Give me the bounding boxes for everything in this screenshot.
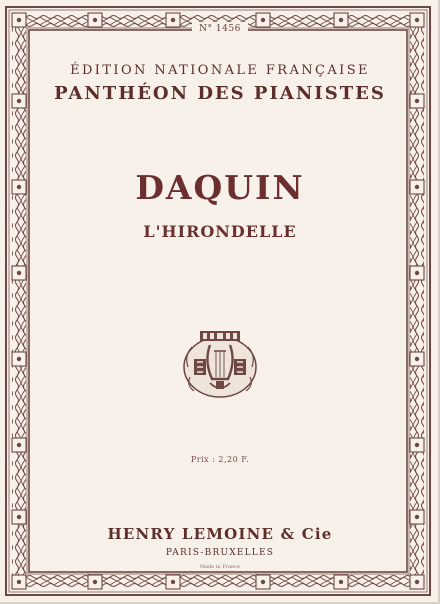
lyre-crest-icon — [180, 327, 260, 399]
price-label: Prix : 2,20 F. — [190, 455, 250, 464]
series-line-1: ÉDITION NATIONALE FRANÇAISE — [70, 63, 370, 78]
catalog-number: N° 1456 — [192, 22, 248, 37]
piece-title: L'HIRONDELLE — [143, 222, 297, 241]
made-in-label: Made in France — [199, 564, 241, 570]
composer-name: DAQUIN — [135, 168, 305, 207]
publisher-cities: PARIS-BRUXELLES — [165, 548, 275, 558]
series-line-2: PANTHÉON DES PIANISTES — [54, 83, 386, 104]
publisher-name: HENRY LEMOINE & Cie — [107, 525, 333, 543]
